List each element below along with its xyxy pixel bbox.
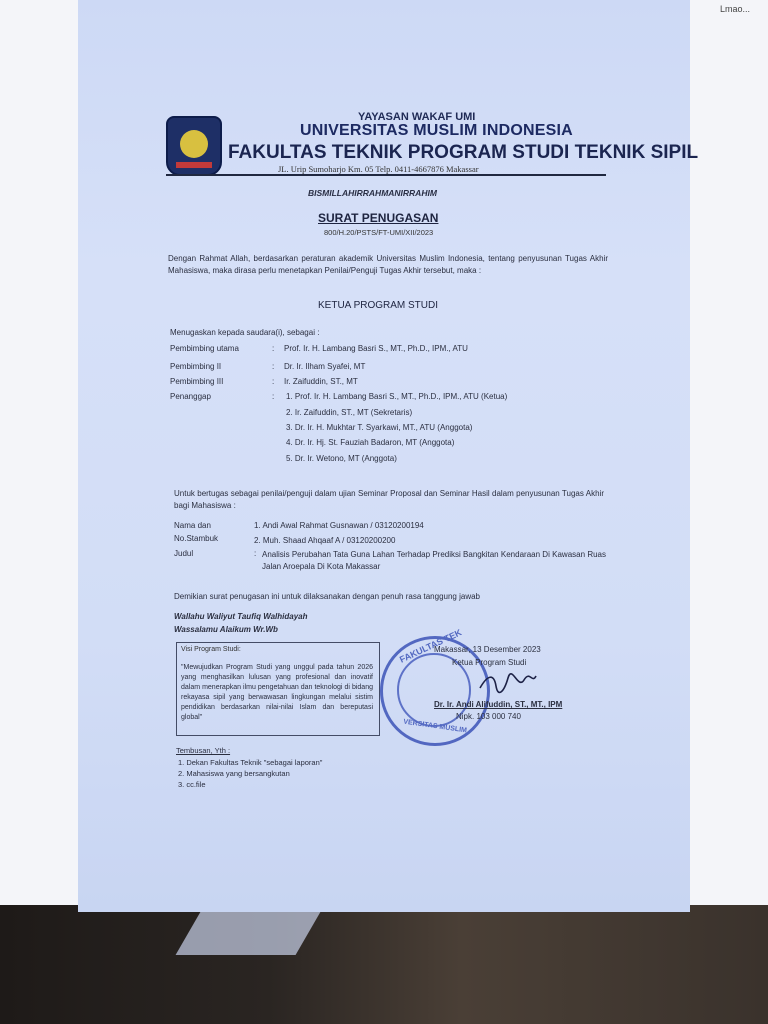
top-scribble: Lmao... [719,4,750,14]
table-surface [0,905,768,1024]
penanggap-item: 3. Dr. Ir. H. Mukhtar T. Syarkawi, MT., ATU (Anggota) [286,423,473,432]
task-paragraph: Untuk bertugas sebagai penilai/penguji dalam ujian Seminar Proposal dan Seminar Hasil dalam penyusunan Tugas Akhir bagi Mahasiswa : [174,489,604,510]
intro-paragraph: Dengan Rahmat Allah, berdasarkan peraturan akademik Universitas Muslim Indonesia, tentang penyusunan Tugas Akhir Mahasiswa, maka dirasa perlu menetapkan Penilai/Penguji Tugas Akhir tersebut, maka : [168,254,608,275]
judul-text: Analisis Perubahan Tata Guna Lahan Terhadap Prediksi Bangkitan Kendaraan Di Kawasan Ruas Jalan Aroepala Di Kota Makassar [262,550,606,571]
letter-number: 800/H.20/PSTS/FT-UMI/XII/2023 [324,228,434,237]
penanggap-item: 2. Ir. Zaifuddin, ST., MT (Sekretaris) [286,408,413,417]
signature-icon [478,670,538,696]
role-value: 1. Prof. Ir. H. Lambang Basri S., MT., Ph.D., IPM., ATU (Ketua) [286,392,508,401]
university-name: UNIVERSITAS MUSLIM INDONESIA [300,122,573,139]
role-row: Pembimbing III : Ir. Zaifuddin, ST., MT [170,377,358,386]
address: JL. Urip Sumoharjo Km. 05 Telp. 0411-4667876 Makassar [278,164,479,174]
ketua-heading: KETUA PROGRAM STUDI [318,300,439,311]
university-logo-icon [166,116,222,176]
student-item: 1. Andi Awal Rahmat Gusnawan / 03120200194 [254,521,424,530]
signer-nip: Nipk. 103 000 740 [456,712,521,721]
student-item: 2. Muh. Shaad Ahqaaf A / 03120200200 [254,536,396,545]
judul-label: Judul [174,549,194,558]
visi-box [176,642,380,736]
student-label-2: No.Stambuk [174,534,219,543]
role-value: Ir. Zaifuddin, ST., MT [284,377,358,386]
wallahu-text: Wallahu Waliyut Taufiq Walhidayah [174,612,308,621]
penanggap-item: 5. Dr. Ir. Wetono, MT (Anggota) [286,454,397,463]
foundation-name: YAYASAN WAKAF UMI [358,111,476,123]
sign-title: Ketua Program Studi [452,658,527,667]
letter-page: YAYASAN WAKAF UMI UNIVERSITAS MUSLIM INDONESIA FAKULTAS TEKNIK PROGRAM STUDI TEKNIK SIPIL JL. Urip Sumoharjo Km. 05 Telp. 0411-4667876 Makassar BISMILLAHIRRAHMANIRRAHIM SURAT PENUGASAN 800/H.20/PSTS/FT-UMI/XII/2023 Dengan Rahmat Allah, berdasarkan peraturan akademik Universitas Muslim Indonesia, tentang penyusunan Tugas Akhir Mahasiswa, maka dirasa perlu menetapkan Penilai/Penguji Tugas Akhir tersebut, maka : KETUA PROGRAM STUDI Menugaskan kepada saudara(i), sebagai : Pembimbing utama : Prof. Ir. H. Lambang Basri S., MT., Ph.D., IPM., ATU Pembimbing II : Dr. Ir. Ilham Syafei, MT Pembimbing III : Ir. Zaifuddin, ST., MT Penanggap : 1. Prof. Ir. H. Lambang Basri S., MT., Ph.D., IPM., ATU (Ketua) 2. Ir. Zaifuddin, ST., MT (Sekretaris) 3. Dr. Ir. H. Mukhtar T. Syarkawi, MT., ATU (Anggota) 4. Dr. Ir. Hj. St. Fauziah Badaron, MT (Anggota) 5. Dr. Ir. Wetono, MT (Anggota) Untuk bertugas sebagai penilai/penguji dalam ujian Seminar Proposal dan Seminar Hasil dalam penyusunan Tugas Akhir bagi Mahasiswa : Nama dan No.Stambuk 1. Andi Awal Rahmat Gusnawan / 03120200194 2. Muh. Shaad Ahqaaf A / 03120200200 Judul : Analisis Perubahan Tata Guna Lahan Terhadap Prediksi Bangkitan Kendaraan Di Kawasan Ruas Jalan Aroepala Di Kota Makassar Demikian surat penugasan ini untuk dilaksanakan dengan penuh rasa tanggung jawab Wallahu Waliyut Taufiq Walhidayah Wassalamu Alaikum Wr.Wb Visi Program Studi: "Mewujudkan Program Studi yang unggul pada tahun 2026 yang menghasilkan lulusan yang profesional dan inovatif dalam menerapkan ilmu pengetahuan dan teknologi di bidang rekayasa sipil yang berwawasan lingkungan melalui sistim pendidikan berdasarkan nilai-nilai Islam dan bereputasi global" FAKULTAS TEK VERSITAS MUSLIM Makassar, 13 Desember 2023 Ketua Program Studi Dr. Ir. Andi Alifuddin, ST., MT., IPM Nipk. 103 000 740 Tembusan, Yth : 1. Dekan Fakultas Teknik "sebagai laporan" 2. Mahasiswa yang bersangkutan 3. cc.file [78,0,690,912]
tembusan-title: Tembusan, Yth : [176,746,231,755]
role-label: Pembimbing II [170,362,222,371]
faculty-name: FAKULTAS TEKNIK PROGRAM STUDI TEKNIK SIPIL [228,142,699,163]
role-row: Penanggap : 1. Prof. Ir. H. Lambang Basri S., MT., Ph.D., IPM., ATU (Ketua) [170,392,508,401]
student-label-1: Nama dan [174,521,211,530]
tembusan-item: 3. cc.file [178,780,206,789]
letter-title: SURAT PENUGASAN [318,211,439,225]
header-divider [166,174,606,176]
role-row: Pembimbing II : Dr. Ir. Ilham Syafei, MT [170,362,366,371]
role-label: Pembimbing III [170,377,224,386]
background-left [0,0,78,920]
tembusan-item: 2. Mahasiswa yang bersangkutan [178,769,290,778]
visi-title: Visi Program Studi: [181,646,241,653]
penanggap-item: 4. Dr. Ir. Hj. St. Fauziah Badaron, MT (Anggota) [286,438,455,447]
role-value: Dr. Ir. Ilham Syafei, MT [284,362,366,371]
role-label: Penanggap [170,392,211,401]
role-row: Pembimbing utama : Prof. Ir. H. Lambang Basri S., MT., Ph.D., IPM., ATU [170,344,468,353]
bismillah: BISMILLAHIRRAHMANIRRAHIM [308,188,437,198]
faculty-stamp-icon: FAKULTAS TEK VERSITAS MUSLIM [380,636,490,746]
role-value: Prof. Ir. H. Lambang Basri S., MT., Ph.D., IPM., ATU [284,344,468,353]
assign-intro: Menugaskan kepada saudara(i), sebagai : [170,328,320,337]
place-date: Makassar, 13 Desember 2023 [434,645,541,654]
role-label: Pembimbing utama [170,344,239,353]
wassalamu-text: Wassalamu Alaikum Wr.Wb [174,625,278,634]
background-right [690,0,768,920]
closing-text: Demikian surat penugasan ini untuk dilaksanakan dengan penuh rasa tanggung jawab [174,592,480,601]
signer-name: Dr. Ir. Andi Alifuddin, ST., MT., IPM [434,700,563,709]
tembusan-item: 1. Dekan Fakultas Teknik "sebagai laporan" [178,758,323,767]
visi-text: "Mewujudkan Program Studi yang unggul pada tahun 2026 yang menghasilkan lulusan yang profesional dan inovatif dalam menerapkan ilmu pengetahuan dan teknologi di bidang rekayasa sipil yang berwawasan lingkungan melalui sistim pendidikan berdasarkan nilai-nilai Islam dan bereputasi global" [181,664,373,721]
